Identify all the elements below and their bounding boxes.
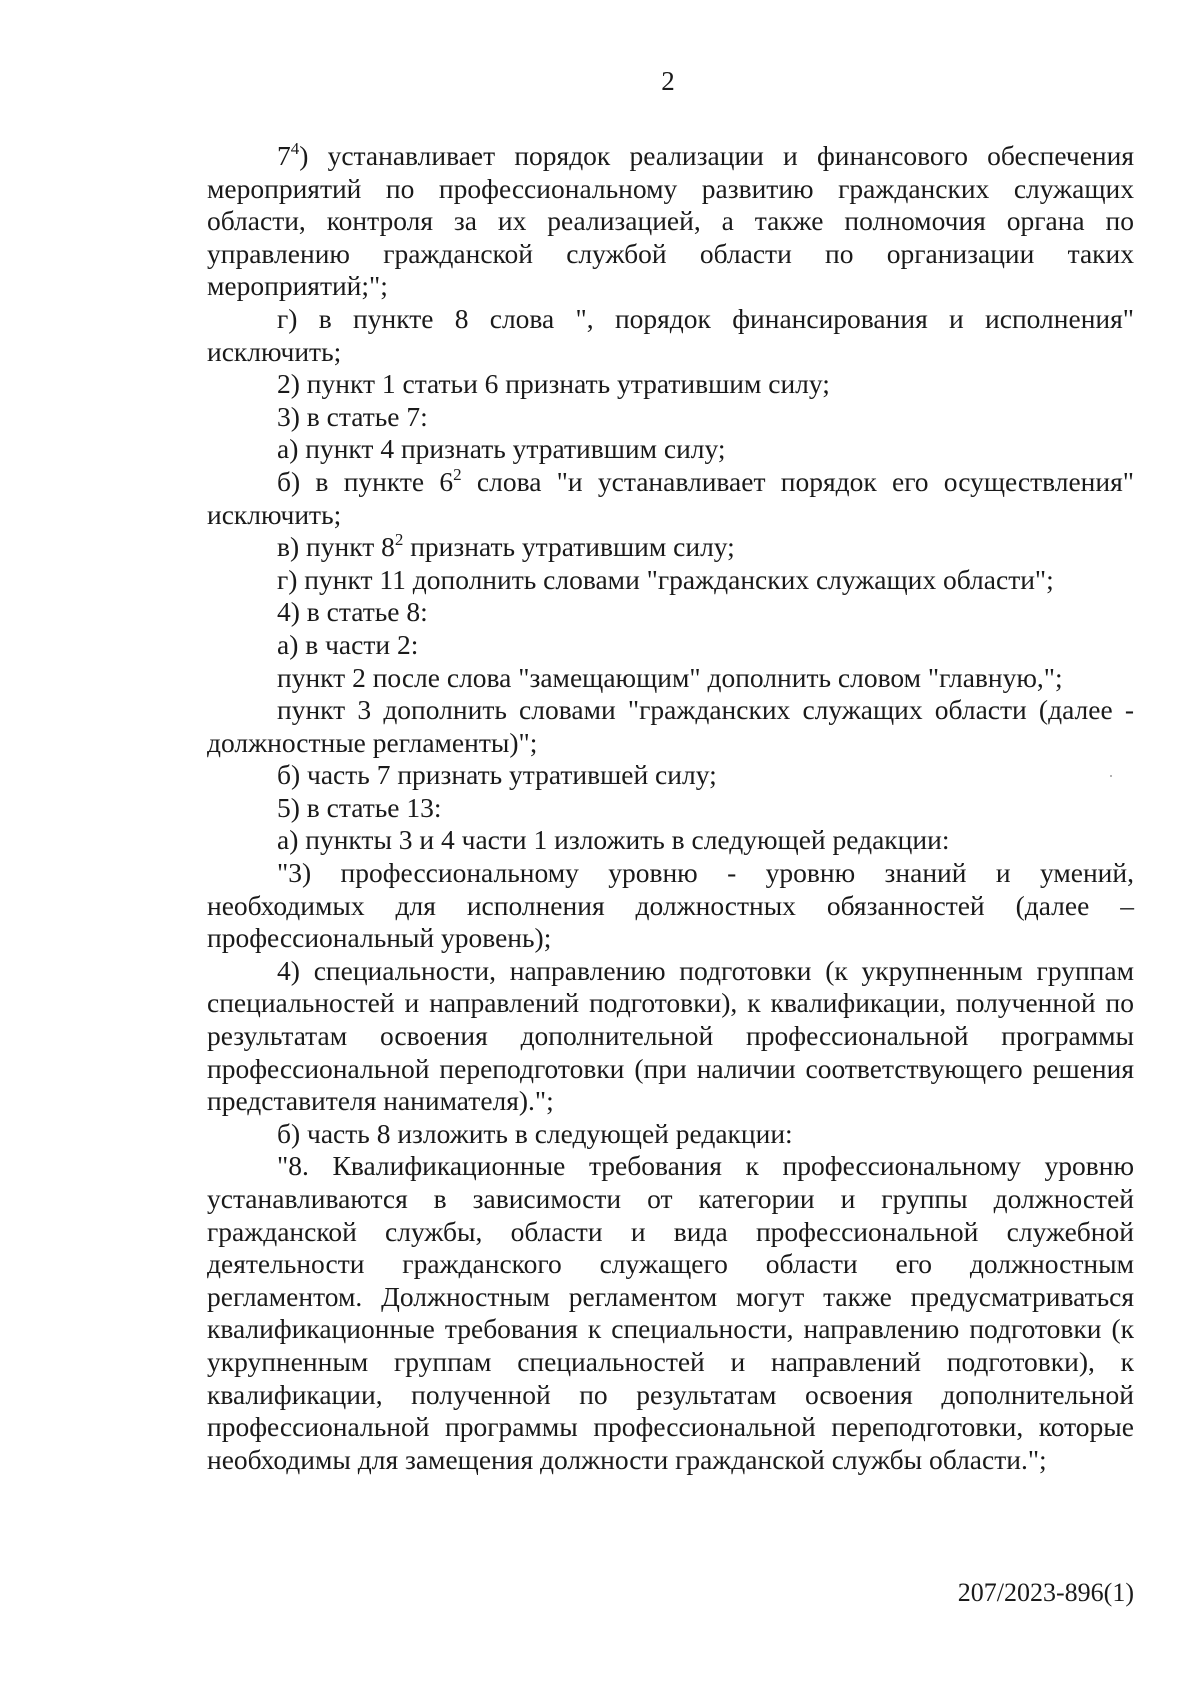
- paragraph: "3) профессиональному уровню - уровню знаний и умений, необходимых для исполнения должностных обязанностей (далее – профессиональный уровень);: [207, 857, 1134, 954]
- scan-speck: [1110, 775, 1112, 777]
- paragraph: а) в части 2:: [277, 628, 419, 660]
- paragraph: $7^4$) устанавливает порядок реализации и финансового обеспечения мероприятий по профессиональному развитию гражданских служащих области, контроля за их реализацией, а также полномочия органа по управлению гражданской службой области по организации таких мероприятий;";: [207, 139, 1134, 302]
- paragraph: г) пункт 11 дополнить словами "гражданских служащих области";: [277, 563, 1054, 595]
- paragraph: а) пункт 4 признать утратившим силу;: [277, 433, 726, 465]
- paragraph: 4) в статье 8:: [277, 596, 428, 628]
- paragraph: б) в пункте $6^2$ слова "и устанавливает порядок его осуществления" исключить;: [207, 464, 1134, 530]
- page-number: 2: [661, 66, 675, 96]
- paragraph: 2) пункт 1 статьи 6 признать утратившим силу;: [277, 368, 830, 400]
- paragraph: пункт 3 дополнить словами "гражданских служащих области (далее - должностные регламенты)";: [207, 694, 1134, 758]
- paragraph: б) часть 8 изложить в следующей редакции:: [277, 1117, 793, 1149]
- paragraph: пункт 2 после слова "замещающим" дополнить словом "главную,";: [277, 661, 1063, 693]
- paragraph: 3) в статье 7:: [277, 400, 428, 432]
- paragraph: 5) в статье 13:: [277, 791, 442, 823]
- document-body: [207, 140, 1134, 1476]
- document-code: 207/2023-896(1): [957, 1578, 1134, 1607]
- paragraph: б) часть 7 признать утратившей силу;: [277, 759, 717, 791]
- paragraph: г) в пункте 8 слова ", порядок финансирования и исполнения" исключить;: [207, 302, 1134, 367]
- paragraph: 4) специальности, направлению подготовки (к укрупненным группам специальностей и направлений подготовки), к квалификации, полученной по результатам освоения дополнительной профессиональной программы профессиональной переподготовки (при наличии соответствующего решения представителя нанимателя).";: [207, 954, 1134, 1117]
- paragraph: "8. Квалификационные требования к профессиональному уровню устанавливаются в зависимости от категории и группы должностей гражданской службы, области и вида профессиональной служебной деятельности гражданского служащего области его должностным регламентом. Должностным регламентом могут также предусматриваться квалификационные требования к специальности, направлению подготовки (к укрупненным группам специальностей и направлений подготовки), к квалификации, полученной по результатам освоения дополнительной профессиональной программы профессиональной переподготовки, которые необходимы для замещения должности гражданской службы области.";: [207, 1150, 1134, 1475]
- paragraph: в) пункт $8^2$ признать утратившим силу;: [277, 530, 735, 563]
- paragraph: а) пункты 3 и 4 части 1 изложить в следующей редакции:: [277, 824, 950, 856]
